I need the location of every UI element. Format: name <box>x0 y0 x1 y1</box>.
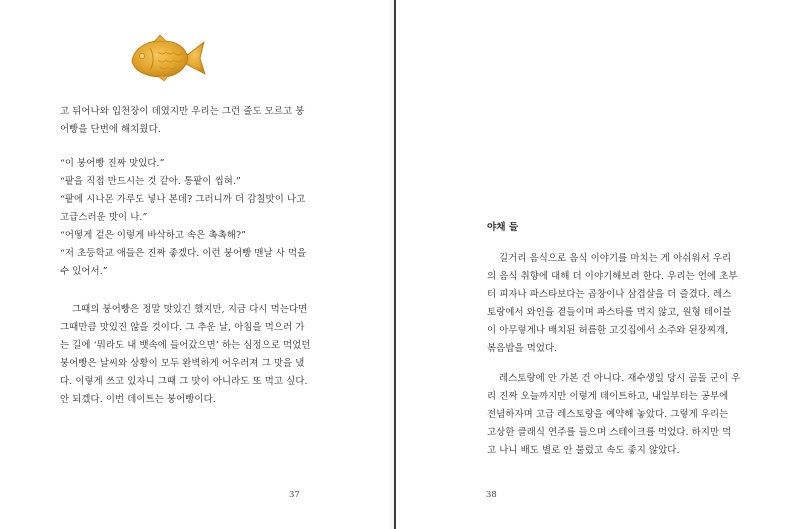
section-heading: 야채 들 <box>487 222 519 233</box>
right-paragraph-2 <box>487 370 740 460</box>
text-line: 의 음식 취향에 대해 더 이야기해보려 한다. 우리는 언에 초부 <box>487 271 738 282</box>
dialogue-line: “이 붕어빵 진짜 맛있다.” <box>60 158 165 169</box>
dialogue-line: “저 초등학교 애들은 진짜 좋겠다. 이런 붕어빵 맨날 사 먹을 <box>60 248 307 259</box>
page-number-right: 38 <box>486 489 497 499</box>
dialogue-line: 수 있어서.” <box>60 266 108 277</box>
dialogue-line: “팥을 직접 만드시는 것 같아. 통팥이 씹혀.” <box>60 176 241 187</box>
text-line: 는 길에 ‘뭐라도 내 뱃속에 들어갔으면’ 하는 심정으로 먹었던 <box>60 340 311 351</box>
left-paragraph-1 <box>60 103 304 139</box>
text-line: 어빵을 단번에 해치웠다. <box>60 124 161 135</box>
dialogue-line: 고급스러운 맛이 나.” <box>60 212 148 223</box>
book-gutter <box>394 0 396 529</box>
text-line: 다. 이렇게 쓰고 있자니 그때 그 맛이 아니라도 또 먹고 싶다. <box>60 376 308 387</box>
text-line: 길거리 음식으로 음식 이야기를 마치는 게 아쉬워서 우리 <box>499 253 732 264</box>
page-number-left: 37 <box>289 489 300 499</box>
text-line: 리 진짜 오늘까지만 이렇게 데이트하고, 내일부터는 공부에 <box>487 391 729 402</box>
text-line: 전념하자며 고급 레스토랑을 예약해 놓았다. 그렇게 우리는 <box>487 409 729 420</box>
text-line: 레스토랑에 안 가본 건 아니다. 재수생일 당시 곰돌 군이 우 <box>499 373 741 384</box>
text-line: 터 피자나 파스타보다는 곱창이나 삼겹살을 더 즐겼다. 레스 <box>487 289 732 300</box>
text-line: 그때만큼 맛있진 않을 것이다. 그 추운 날, 아침을 먹으러 가 <box>60 322 305 333</box>
dialogue-line: “어떻게 겉은 이렇게 바삭하고 속은 촉촉해?” <box>60 230 246 241</box>
text-line: 이 아무렇게나 배치된 허름한 고깃집에서 소주와 된장찌개, <box>487 325 729 336</box>
text-line: 토랑에서 와인을 곁들이며 파스타를 먹지 않고, 원형 테이블 <box>487 307 732 318</box>
right-paragraph-1 <box>487 250 738 358</box>
text-line: 고 나니 배도 별로 안 불렀고 속도 좋지 않았다. <box>487 445 680 456</box>
text-line: 그때의 붕어빵은 정말 맛있긴 했지만, 지금 다시 먹는다면 <box>72 304 308 315</box>
left-paragraph-2 <box>60 301 311 409</box>
fish-shaped-bread-icon <box>128 34 206 82</box>
text-line: 고 뒤어나와 입천장이 데였지만 우리는 그런 줄도 모르고 붕 <box>60 106 305 117</box>
dialogue-line: “팥에 시나몬 가루도 넣나 본데? 그러니까 더 감칠맛이 나고 <box>60 194 306 205</box>
text-line: 고상한 클래식 연주를 들으며 스테이크를 먹었다. 하지만 먹 <box>487 427 732 438</box>
left-dialogue-block <box>60 155 306 281</box>
text-line: 붕어빵은 날씨와 상황이 모두 완벽하게 어우러져 그 맛을 냈 <box>60 358 305 369</box>
text-line: 안 되겠다. 이번 데이트는 붕어빵이다. <box>60 394 216 405</box>
text-line: 볶음밥을 먹었다. <box>487 343 558 354</box>
